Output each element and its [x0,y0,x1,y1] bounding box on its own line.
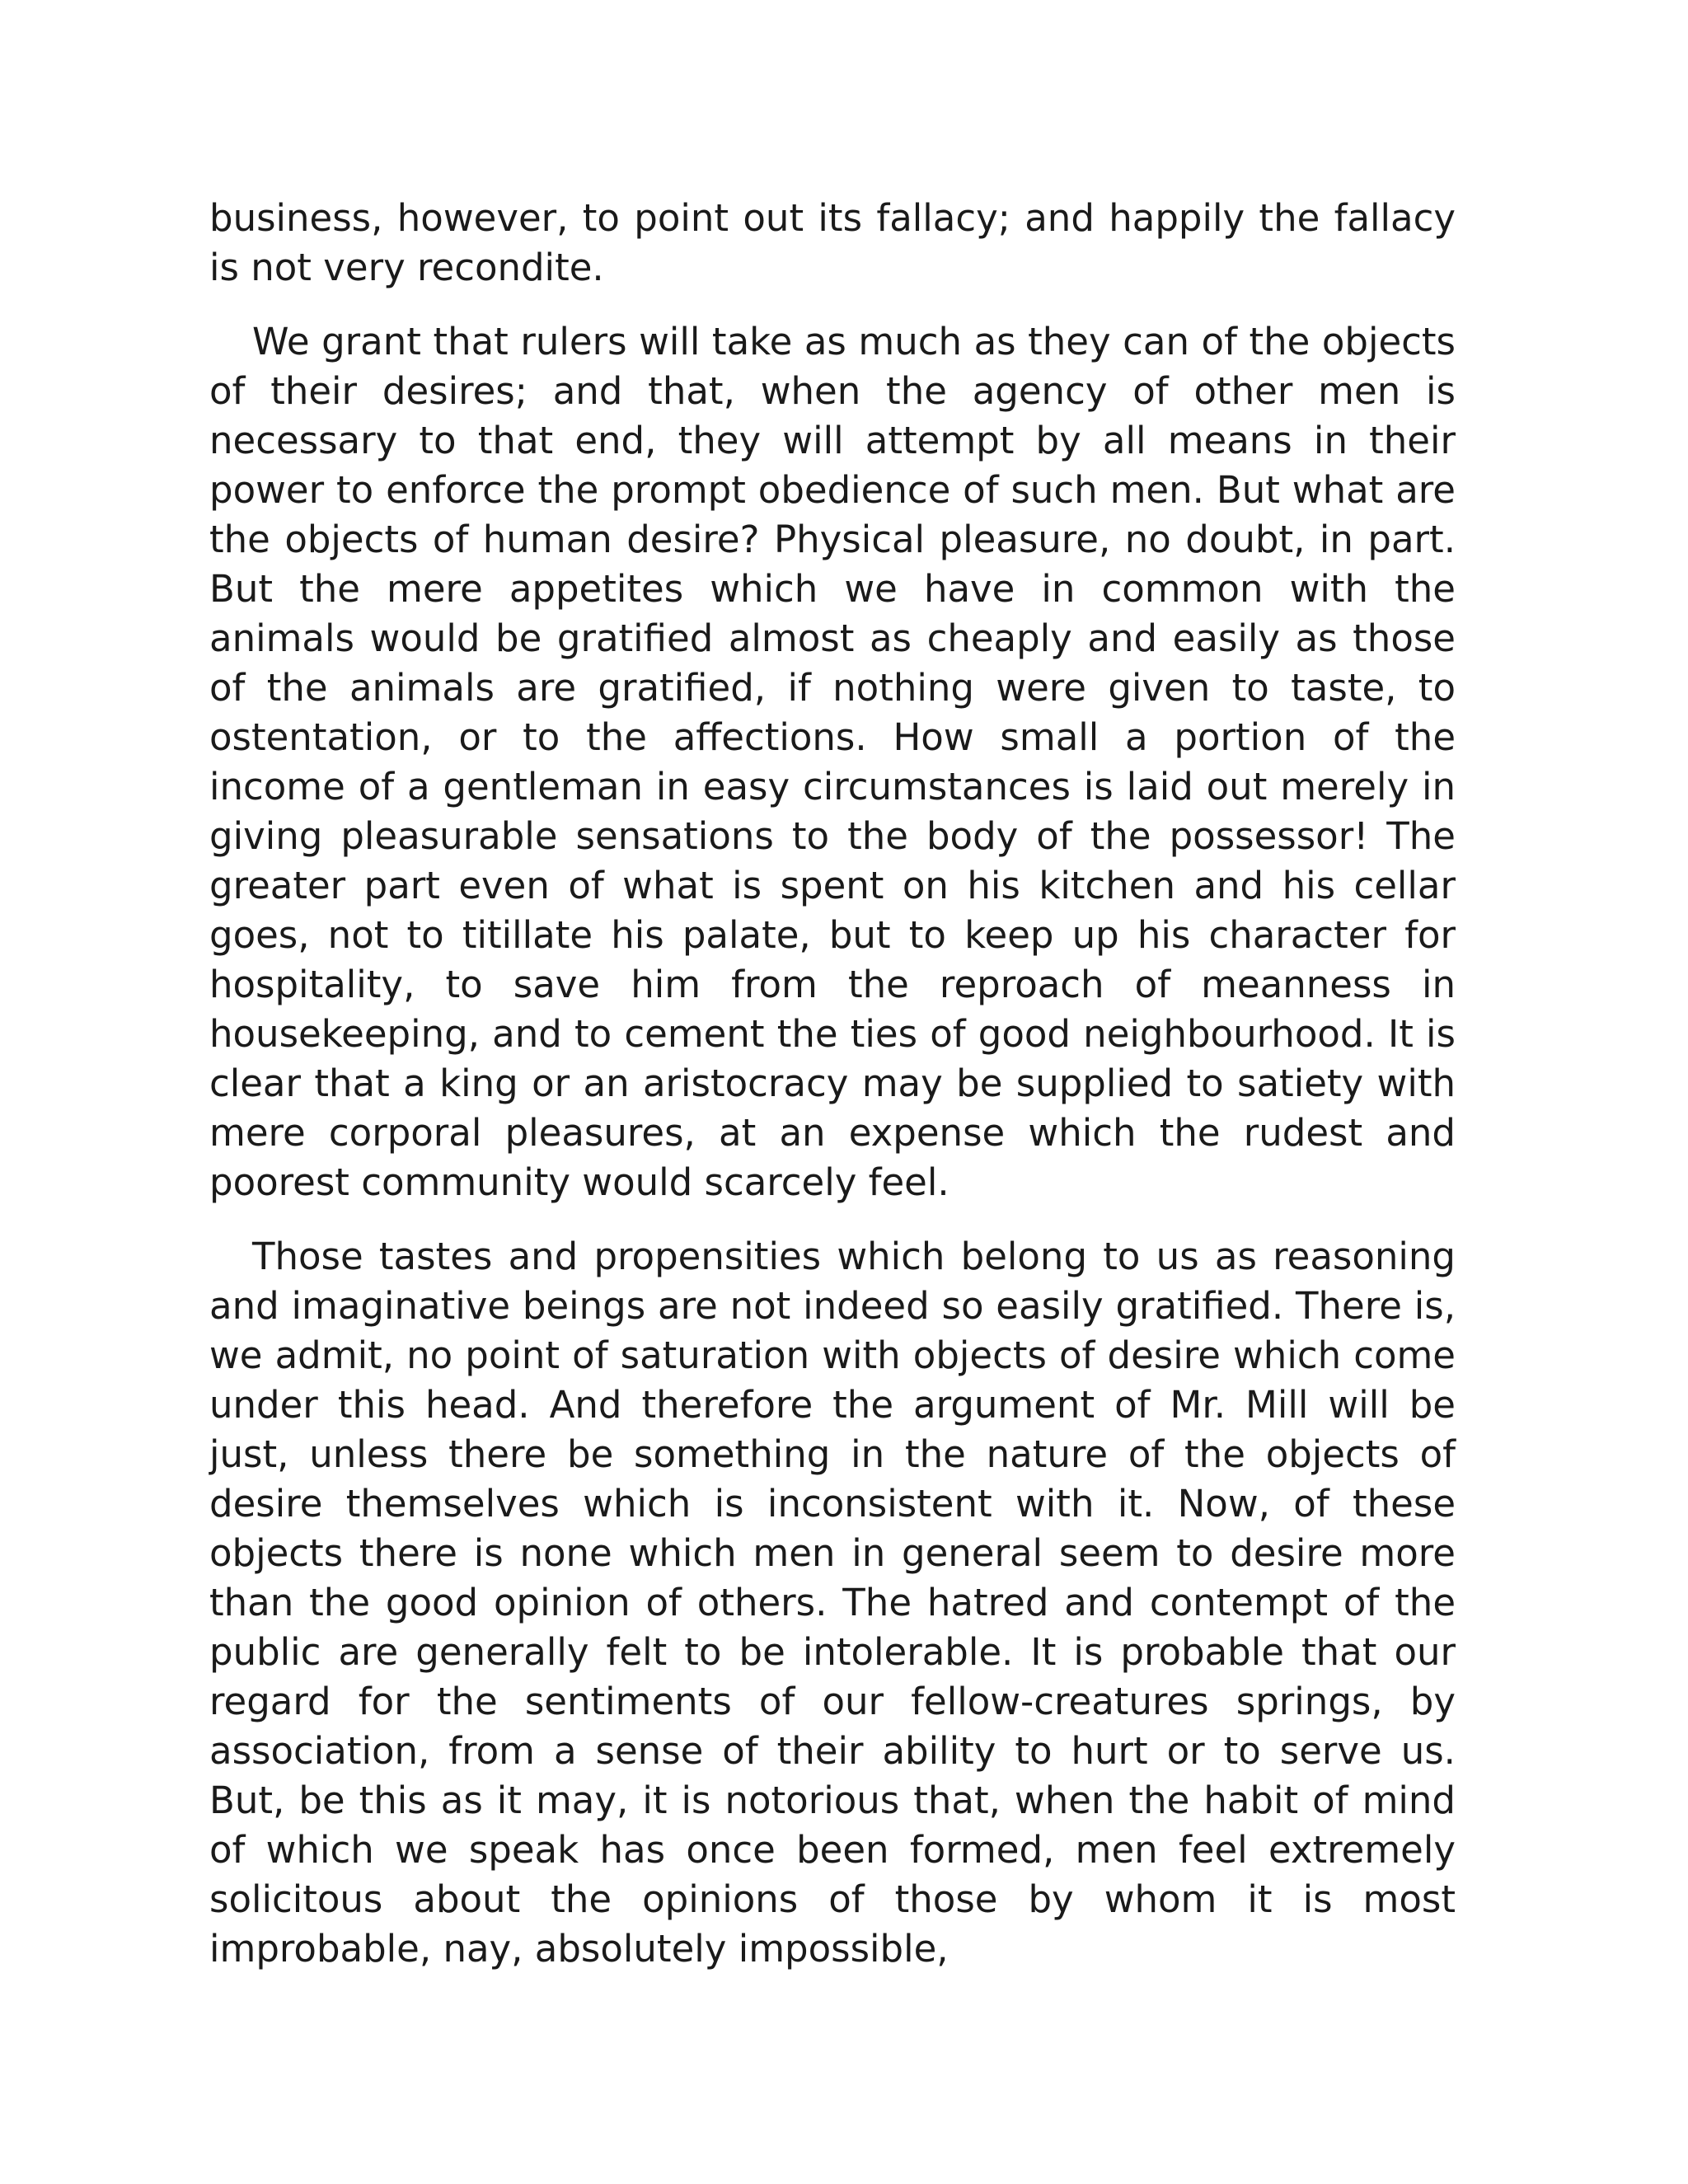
page-body [209,194,1456,1974]
paragraph-objects-of-desire: We grant that rulers will take as much as they can of the objects of their desires; and that, when the agency of other men is necessary to that end, they will attempt by all means in their power to enforce the prompt obedience of such men. But what are the objects of human desire? Physical pleasure, no doubt, in part. But the mere appetites which we have in common with the animals would be gratified almost as cheaply and easily as those of the animals are gratified, if nothing were given to taste, to ostentation, or to the affections. How small a portion of the income of a gentleman in easy circumstances is laid out merely in giving pleasurable sensations to the body of the possessor! The greater part even of what is spent on his kitchen and his cellar goes, not to titillate his palate, but to keep up his character for hospitality, to save him from the reproach of meanness in housekeeping, and to cement the ties of good neighbourhood. It is clear that a king or an aristocracy may be supplied to satiety with mere corporal pleasures, at an expense which the rudest and poorest community would scarcely feel. [209,320,1456,1204]
paragraph-continuation: business, however, to point out its fallacy; and happily the fallacy is not very recondite. [209,196,1456,289]
paragraph-tastes-and-propensities: Those tastes and propensities which belong to us as reasoning and imaginative beings are not indeed so easily gratified. There is, we admit, no point of saturation with objects of desire which come under this head. And therefore the argument of Mr. Mill will be just, unless there be something in the nature of the objects of desire themselves which is inconsistent with it. Now, of these objects there is none which men in general seem to desire more than the good opinion of others. The hatred and contempt of the public are generally felt to be intolerable. It is probable that our regard for the sentiments of our fellow-creatures springs, by association, from a sense of their ability to hurt or to serve us. But, be this as it may, it is notorious that, when the habit of mind of which we speak has once been formed, men feel extremely solicitous about the opinions of those by whom it is most improbable, nay, absolutely impossible, [209,1235,1456,1971]
